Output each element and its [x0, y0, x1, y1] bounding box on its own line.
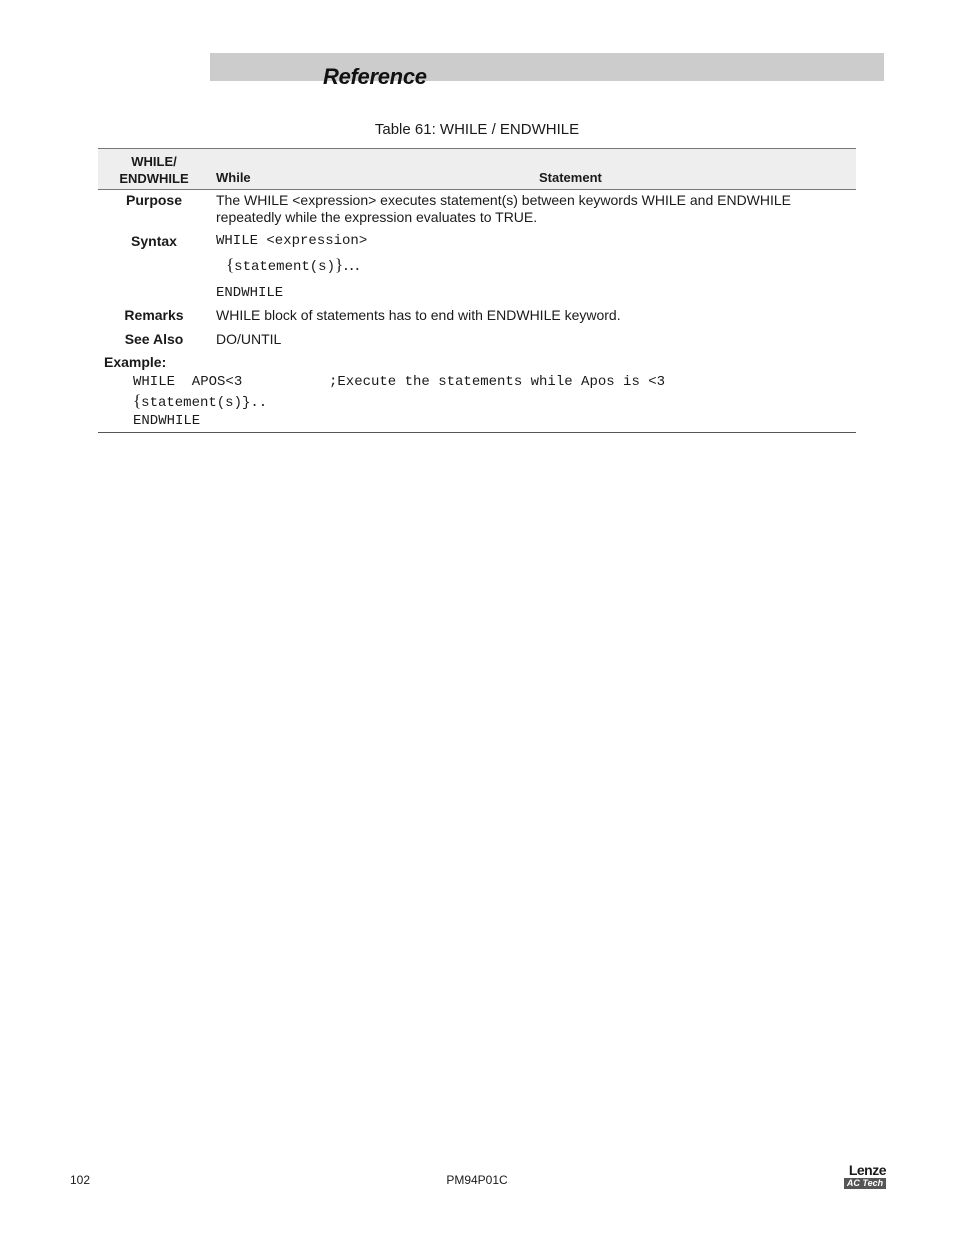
purpose-line2: repeatedly while the expression evaluates to TRUE. — [216, 209, 538, 225]
table-bottom-rule — [98, 432, 856, 433]
header-col-keyword — [98, 153, 210, 187]
header-col-statement: Statement — [539, 170, 602, 185]
purpose-text — [216, 192, 791, 226]
remarks-label: Remarks — [124, 307, 184, 323]
example-line1-comment: ;Execute the statements while Apos is <3 — [329, 374, 666, 390]
page-number: 102 — [70, 1173, 91, 1187]
syntax-line3: ENDWHILE — [216, 285, 284, 301]
example-brace-close: }.. — [242, 395, 268, 411]
header-col-keyword-line1: WHILE/ — [131, 154, 177, 169]
logo-top-text: Lenze — [848, 1162, 886, 1178]
header-band — [210, 53, 884, 81]
table-header — [98, 148, 856, 190]
example-statement: statement(s) — [141, 395, 242, 411]
example-brace-open: { — [133, 391, 142, 410]
lenze-logo — [844, 1163, 886, 1189]
syntax-line2 — [226, 256, 360, 276]
doc-id: PM94P01C — [446, 1173, 508, 1187]
see-also-text: DO/UNTIL — [216, 331, 282, 347]
example-label: Example: — [104, 354, 167, 370]
syntax-line1: WHILE <expression> — [216, 233, 368, 249]
section-title: Reference — [323, 64, 427, 89]
syntax-brace-open: { — [226, 255, 235, 274]
logo-bottom-text: AC Tech — [844, 1178, 886, 1189]
see-also-label: See Also — [124, 331, 184, 347]
header-col-keyword-line2: ENDWHILE — [119, 171, 189, 186]
example-line2 — [133, 391, 267, 411]
table-caption: Table 61: WHILE / ENDWHILE — [374, 121, 580, 138]
example-line1-code: WHILE APOS<3 — [133, 374, 243, 390]
syntax-brace-close: }… — [335, 255, 361, 274]
example-line3: ENDWHILE — [133, 413, 201, 429]
syntax-statement: statement(s) — [234, 259, 335, 275]
purpose-label: Purpose — [125, 192, 182, 208]
remarks-text: WHILE block of statements has to end with ENDWHILE keyword. — [216, 307, 621, 323]
syntax-label: Syntax — [131, 233, 177, 249]
header-col-while: While — [216, 170, 251, 185]
purpose-line1: The WHILE <expression> executes statement(s) between keywords WHILE and ENDWHILE — [216, 192, 792, 208]
